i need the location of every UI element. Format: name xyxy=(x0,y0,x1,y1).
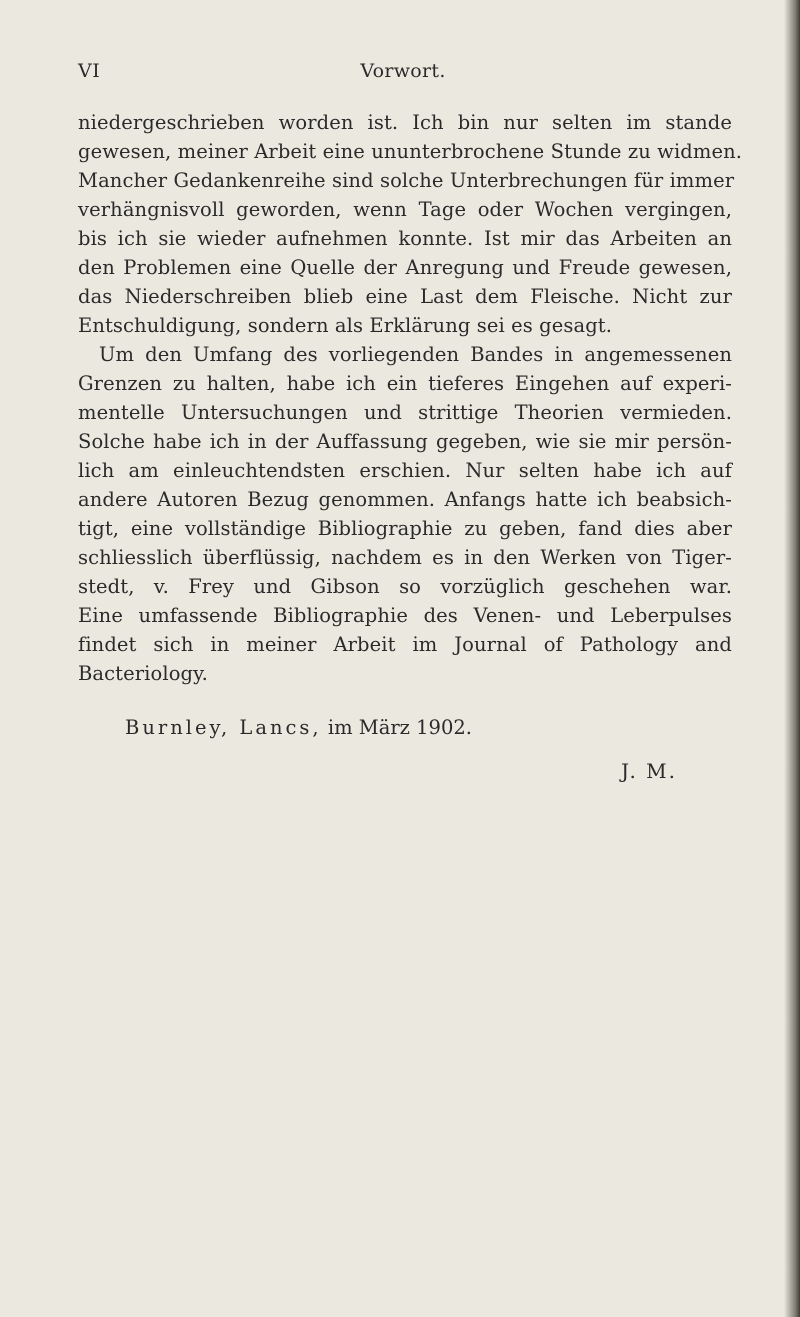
text-line: Eine umfassende Bibliographie des Venen- und Leberpulses xyxy=(78,604,732,627)
text-line: Solche habe ich in der Auffassung gegeben, wie sie mir persön- xyxy=(78,430,732,453)
text-line: den Problemen eine Quelle der Anregung und Freude gewesen, xyxy=(78,256,732,279)
text-line: Um den Umfang des vorliegenden Bandes in angemessenen xyxy=(99,343,732,366)
signature-date: im März 1902. xyxy=(327,716,472,739)
text-line: andere Autoren Bezug genommen. Anfangs hatte ich beabsich- xyxy=(78,488,732,511)
running-title: Vorwort. xyxy=(360,60,446,82)
text-line: niedergeschrieben worden ist. Ich bin nur selten im stande xyxy=(78,111,732,134)
text-line: das Niederschreiben blieb eine Last dem Fleische. Nicht zur xyxy=(78,285,732,308)
text-line: bis ich sie wieder aufnehmen konnte. Ist mir das Arbeiten an xyxy=(78,227,732,250)
text-line: Mancher Gedankenreihe sind solche Unterbrechungen für immer xyxy=(78,169,735,192)
text-line: tigt, eine vollständige Bibliographie zu geben, fand dies aber xyxy=(78,517,732,540)
author-initials: J. M. xyxy=(621,759,678,783)
text-line: mentelle Untersuchungen und strittige Theorien vermieden. xyxy=(78,401,732,424)
page-header xyxy=(78,60,728,88)
text-line: findet sich in meiner Arbeit im Journal of Pathology and xyxy=(78,633,732,656)
text-line: Bacteriology. xyxy=(78,662,208,685)
signature-place: Burnley, Lancs, xyxy=(125,716,322,739)
text-line: lich am einleuchtendsten erschien. Nur selten habe ich auf xyxy=(78,459,732,482)
text-line: gewesen, meiner Arbeit eine ununterbrochene Stunde zu widmen. xyxy=(78,140,743,163)
text-line: stedt, v. Frey und Gibson so vorzüglich geschehen war. xyxy=(78,575,732,598)
text-line: Entschuldigung, sondern als Erklärung sei es gesagt. xyxy=(78,314,613,337)
signature-place-date xyxy=(125,716,472,739)
text-line: verhängnisvoll geworden, wenn Tage oder Wochen vergingen, xyxy=(78,198,732,221)
text-line: schliesslich überflüssig, nachdem es in den Werken von Tiger- xyxy=(78,546,732,569)
page-edge-shadow xyxy=(784,0,800,1317)
text-line: Grenzen zu halten, habe ich ein tieferes Eingehen auf experi- xyxy=(78,372,732,395)
page-number: VI xyxy=(78,60,101,82)
body-text xyxy=(78,108,743,688)
